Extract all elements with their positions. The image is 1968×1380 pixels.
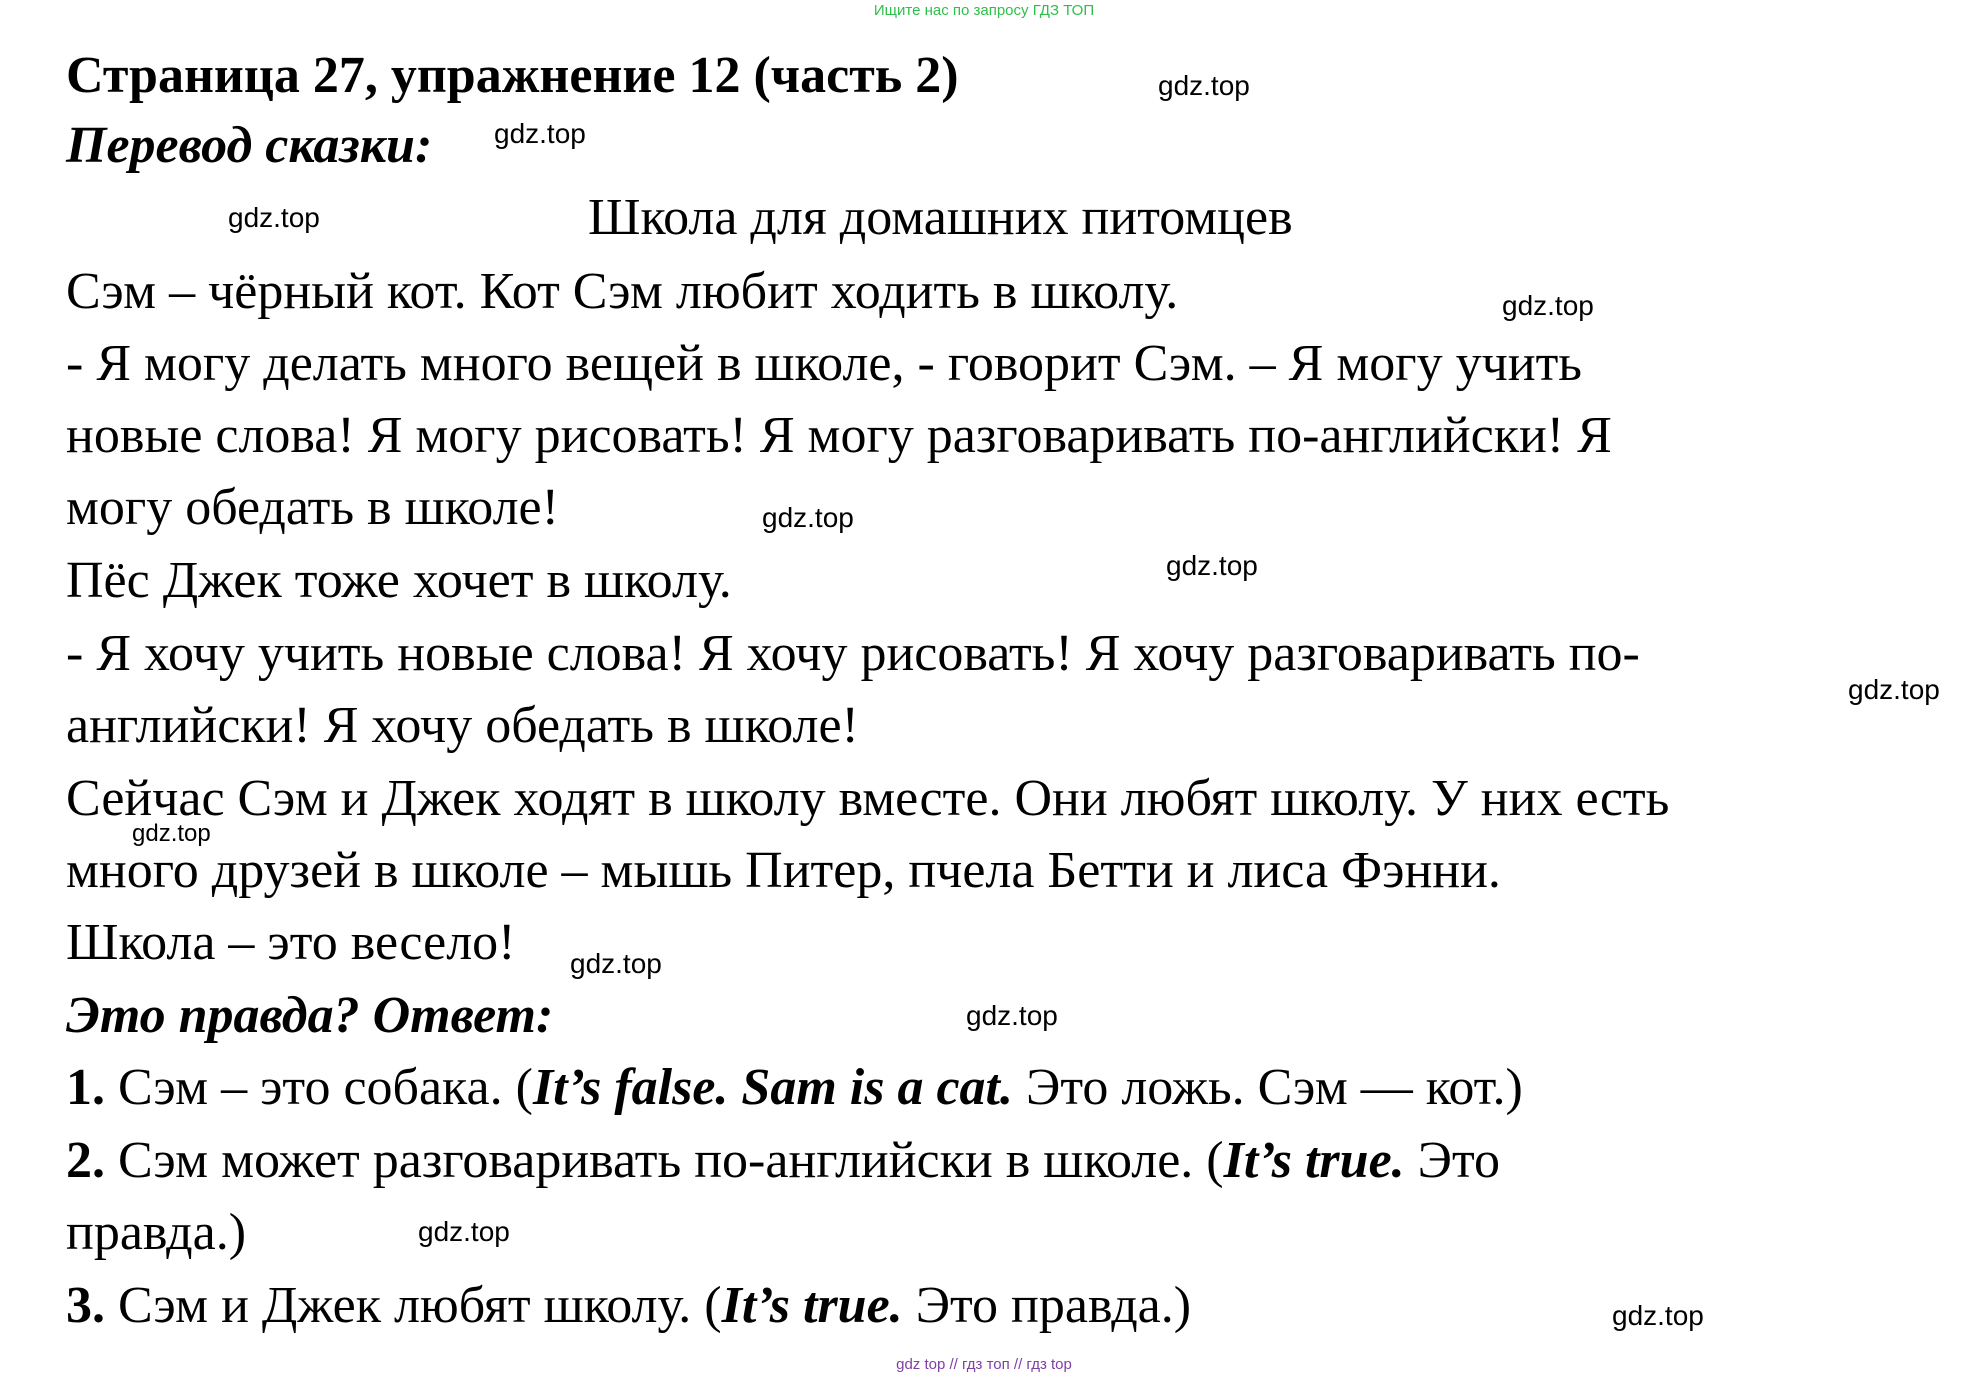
answer-number: 3.: [66, 1277, 105, 1334]
answers-heading: Это правда? Ответ:: [66, 987, 554, 1044]
story-line: Пёс Джек тоже хочет в школу.: [66, 552, 732, 609]
story-line: много друзей в школе – мышь Питер, пчела Бетти и лиса Фэнни.: [66, 842, 1501, 899]
watermark: gdz.top: [762, 502, 854, 533]
answer-english: It’s true.: [721, 1277, 903, 1334]
watermark: gdz.top: [570, 948, 662, 979]
answer-question: Сэм и Джек любят школу. (: [105, 1277, 722, 1334]
answer-number: 1.: [66, 1059, 105, 1116]
watermark: gdz.top: [966, 1000, 1058, 1031]
answer-question: Сэм может разговаривать по-английски в школе. (: [105, 1132, 1224, 1189]
section-subtitle: Перевод сказки:: [66, 117, 433, 174]
watermark: gdz.top: [1502, 290, 1594, 321]
watermark: gdz.top: [418, 1216, 510, 1247]
watermark: gdz.top: [1158, 70, 1250, 101]
story-line: Школа – это весело!: [66, 914, 516, 971]
answer-item: [66, 1058, 1523, 1118]
footer-hint: gdz top // гдз топ // гдз top: [896, 1356, 1072, 1373]
watermark: gdz.top: [228, 202, 320, 233]
page-title: Страница 27, упражнение 12 (часть 2): [66, 47, 959, 104]
watermark: gdz.top: [494, 118, 586, 149]
story-line: новые слова! Я могу рисовать! Я могу разговаривать по-английски! Я: [66, 407, 1612, 464]
answer-number: 2.: [66, 1132, 105, 1189]
answer-english: It’s true.: [1223, 1132, 1405, 1189]
story-line: могу обедать в школе!: [66, 479, 559, 536]
watermark: gdz.top: [1612, 1300, 1704, 1331]
header-hint: Ищите нас по запросу ГДЗ ТОП: [873, 2, 1095, 19]
story-line: - Я хочу учить новые слова! Я хочу рисовать! Я хочу разговаривать по-: [66, 625, 1640, 682]
story-line: Сейчас Сэм и Джек ходят в школу вместе. Они любят школу. У них есть: [66, 770, 1670, 827]
answer-english: It’s false. Sam is a cat.: [532, 1059, 1013, 1116]
story-line: - Я могу делать много вещей в школе, - говорит Сэм. – Я могу учить: [66, 335, 1583, 392]
answer-translation: Это ложь. Сэм — кот.): [1012, 1059, 1523, 1116]
answer-item: [66, 1131, 1500, 1191]
answer-translation: Это правда.): [902, 1277, 1192, 1334]
story-line: английски! Я хочу обедать в школе!: [66, 697, 859, 754]
answer-item: [66, 1276, 1191, 1336]
watermark: gdz.top: [1166, 550, 1258, 581]
watermark: gdz.top: [132, 820, 211, 847]
watermark: gdz.top: [1848, 674, 1940, 705]
answer-continuation: правда.): [66, 1204, 247, 1261]
story-line: Сэм – чёрный кот. Кот Сэм любит ходить в школу.: [66, 263, 1179, 320]
answer-translation: Это: [1404, 1132, 1501, 1189]
story-title: Школа для домашних питомцев: [588, 189, 1293, 246]
answer-question: Сэм – это собака. (: [105, 1059, 533, 1116]
